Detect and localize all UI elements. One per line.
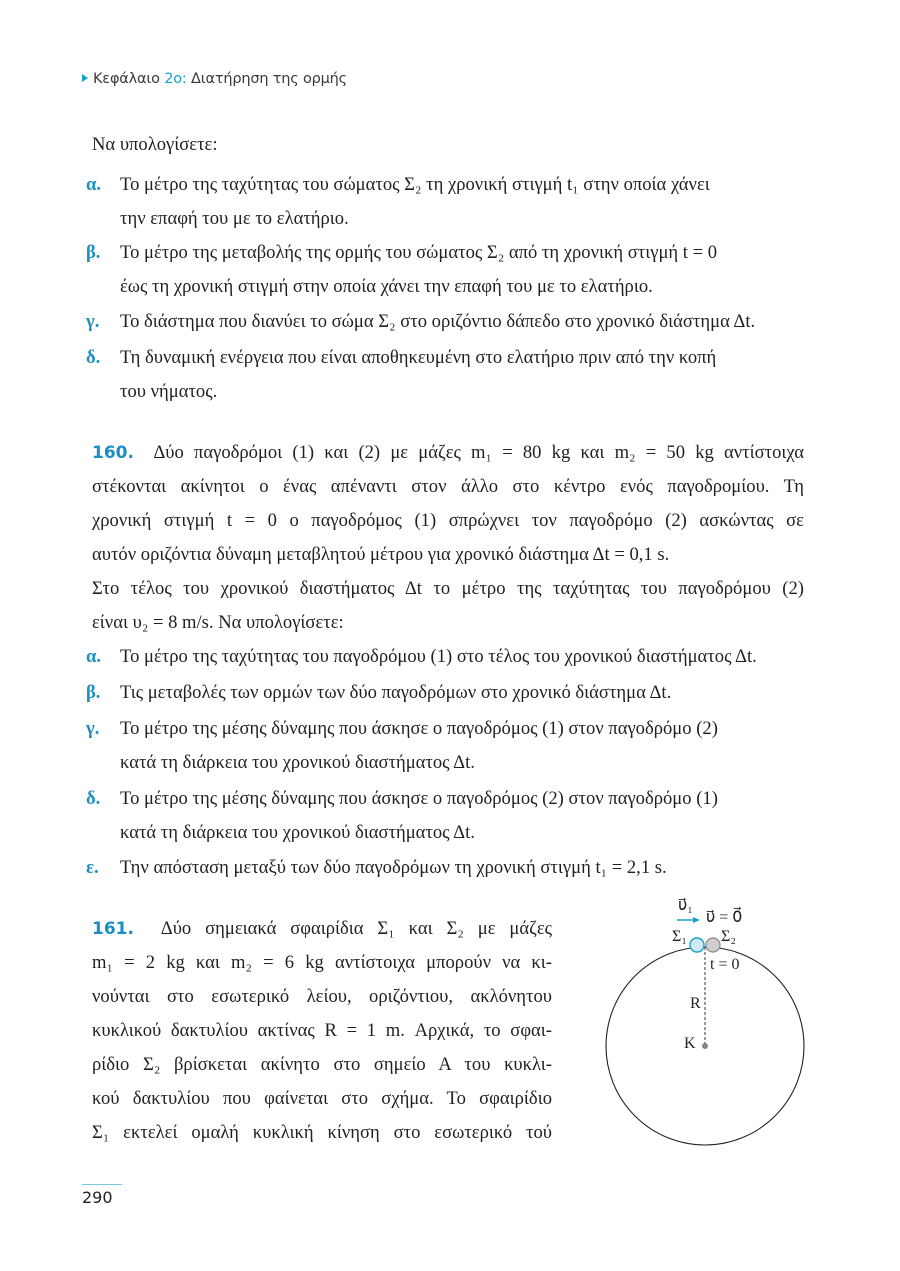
v-zero-label: υ⃗ = 0⃗: [706, 909, 743, 926]
center-point: [703, 1044, 708, 1049]
ring-diagram-svg: [600, 895, 810, 1155]
item-line: Το μέτρο της ταχύτητας του παγοδρόμου (1) στο τέλος του χρονικού διαστήματος Δt.: [120, 646, 757, 667]
intro-text: Να υπολογίσετε:: [92, 134, 218, 155]
velocity-arrowhead: [693, 917, 700, 923]
sphere-s2: [706, 938, 720, 952]
statement-line: m₁ = 2 kg και m₂ = 6 kg αντίστοιχα μπορούν να κι-: [92, 952, 552, 973]
item-label: ε.: [86, 857, 99, 878]
item-line: Το μέτρο της μέσης δύναμης που άσκησε ο παγοδρόμος (1) στον παγοδρόμο (2): [120, 718, 718, 739]
s1-label: Σ₁: [672, 928, 687, 945]
s2-label: Σ₂: [721, 928, 736, 945]
t0-label: t = 0: [710, 956, 740, 973]
problem-number: 161.: [92, 919, 134, 939]
item-line: έως τη χρονική στιγμή στην οποία χάνει την επαφή του με το ελατήριο.: [120, 276, 653, 297]
statement-line: νούνται στο εσωτερικό λείου, οριζόντιου, ακλόνητου: [92, 986, 552, 1007]
p160-item-a: [86, 640, 804, 674]
sphere-s1: [690, 938, 704, 952]
item-line: Τις μεταβολές των ορμών των δύο παγοδρόμων στο χρονικό διάστημα Δt.: [120, 682, 672, 703]
item-label: α.: [86, 174, 102, 195]
item-line: Το μέτρο της ταχύτητας του σώματος Σ₂ τη χρονική στιγμή t₁ στην οποία χάνει: [120, 174, 710, 195]
bullet-triangle-icon: [82, 74, 88, 82]
statement-line: κυκλικού δακτυλίου ακτίνας R = 1 m. Αρχικά, το σφαι-: [92, 1020, 552, 1041]
item-line: την επαφή του με το ελατήριο.: [120, 208, 349, 229]
problem-161-statement: [92, 912, 552, 1150]
v1-label: υ⃗₁: [678, 897, 693, 914]
item-line: κατά τη διάρκεια του χρονικού διαστήματος Δt.: [120, 822, 475, 843]
problem-160-statement: [92, 436, 804, 572]
statement-line: κού δακτυλίου που φαίνεται στο σχήμα. Το σφαιρίδιο: [92, 1088, 552, 1109]
item-line: Το μέτρο της μέσης δύναμης που άσκησε ο παγοδρόμος (2) στον παγοδρόμο (1): [120, 788, 718, 809]
item-line: κατά τη διάρκεια του χρονικού διαστήματος Δt.: [120, 752, 475, 773]
chapter-header: [82, 71, 347, 87]
prev-item-d: [86, 341, 804, 409]
item-label: β.: [86, 242, 101, 263]
statement-line: Στο τέλος του χρονικού διαστήματος Δt το μέτρο της ταχύτητας του παγοδρόμου (2): [92, 578, 804, 599]
page-number: 290: [82, 1188, 113, 1207]
item-label: β.: [86, 682, 101, 703]
item-line: Το διάστημα που διανύει το σώμα Σ₂ στο οριζόντιο δάπεδο στο χρονικό διάστημα Δt.: [120, 311, 756, 332]
ring-figure: [600, 895, 810, 1155]
k-label: K: [684, 1035, 696, 1052]
statement-line: ρίδιο Σ₂ βρίσκεται ακίνητο στο σημείο Α του κυκλι-: [92, 1054, 552, 1075]
p160-item-d: [86, 782, 804, 850]
chapter-number: 2ο:: [164, 71, 187, 87]
item-line: του νήματος.: [120, 381, 218, 402]
footer-divider: [82, 1184, 122, 1185]
item-line: Την απόσταση μεταξύ των δύο παγοδρόμων τη χρονική στιγμή t₁ = 2,1 s.: [120, 857, 667, 878]
problem-number: 160.: [92, 443, 134, 463]
p160-item-b: [86, 676, 804, 710]
item-line: Το μέτρο της μεταβολής της ορμής του σώματος Σ₂ από τη χρονική στιγμή t = 0: [120, 242, 718, 263]
statement-line: στέκονται ακίνητοι ο ένας απέναντι στον άλλο στο κέντρο ενός παγοδρομίου. Τη: [92, 476, 804, 497]
item-label: γ.: [86, 718, 100, 739]
item-label: α.: [86, 646, 102, 667]
p160-item-c: [86, 712, 804, 780]
p160-item-e: [86, 851, 804, 885]
prev-item-b: [86, 236, 804, 304]
statement-line: Σ₁ εκτελεί ομαλή κυκλική κίνηση στο εσωτερικό τού: [92, 1122, 552, 1143]
statement-line: Δύο σημειακά σφαιρίδια Σ₁ και Σ₂ με μάζες: [160, 918, 552, 939]
chapter-title: Διατήρηση της ορμής: [191, 71, 347, 87]
item-label: γ.: [86, 311, 100, 332]
chapter-word: Κεφάλαιο: [93, 71, 160, 87]
statement-line: Δύο παγοδρόμοι (1) και (2) με μάζες m₁ = 80 kg και m₂ = 50 kg αντίστοιχα: [153, 442, 804, 463]
statement-line: είναι υ₂ = 8 m/s. Να υπολογίσετε:: [92, 612, 344, 633]
prev-item-c: [86, 305, 804, 339]
item-label: δ.: [86, 347, 101, 368]
item-line: Τη δυναμική ενέργεια που είναι αποθηκευμένη στο ελατήριο πριν από την κοπή: [120, 347, 717, 368]
r-label: R: [690, 995, 701, 1012]
statement-line: χρονική στιγμή t = 0 ο παγοδρόμος (1) σπρώχνει τον παγοδρόμο (2) ασκώντας σε: [92, 510, 804, 531]
problem-160-statement-2: [92, 572, 804, 640]
statement-line: αυτόν οριζόντια δύναμη μεταβλητού μέτρου για χρονικό διάστημα Δt = 0,1 s.: [92, 544, 670, 565]
prev-item-a: [86, 168, 804, 236]
item-label: δ.: [86, 788, 101, 809]
